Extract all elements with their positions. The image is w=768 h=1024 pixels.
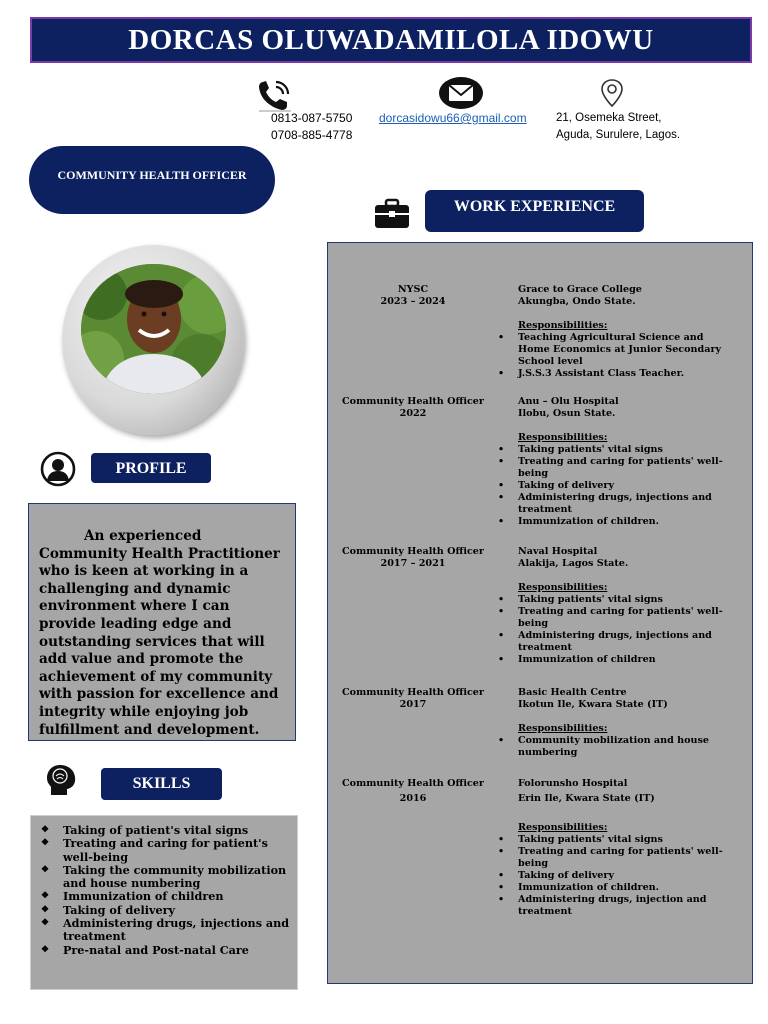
responsibilities-label: Responsibilities: <box>518 320 608 331</box>
job-meta <box>328 546 498 570</box>
job-org: Anu – Olu Hospital <box>518 396 619 407</box>
address-line-1: 21, Osemeka Street, <box>556 112 662 124</box>
skill-item: ❖ Administering drugs, injections and treatment <box>41 917 291 944</box>
user-icon <box>39 451 77 487</box>
skills-heading <box>101 768 222 800</box>
skills-box <box>30 815 298 990</box>
skill-item: ❖ Pre-natal and Post-natal Care <box>41 944 291 957</box>
responsibilities-list <box>518 594 738 666</box>
profile-summary-box <box>28 503 296 741</box>
envelope-icon <box>438 76 484 110</box>
responsibility-item: • Teaching Agricultural Science and Home Economics at Junior Secondary School level <box>518 332 738 368</box>
profile-summary: An experienced Community Health Practitioner who is keen at working in a challenging and dynamic environment where I can provide leading edge and outstanding services that will add value and promote the achievement of my community with passion for excellence and integrity while enjoying job fulfillment and development. <box>39 528 280 738</box>
skill-item: ❖ Taking of delivery <box>41 904 291 917</box>
job-years: 2017 – 2021 <box>380 558 446 569</box>
responsibility-item: • J.S.S.3 Assistant Class Teacher. <box>518 368 738 380</box>
responsibility-item: • Administering drugs, injections and treatment <box>518 492 738 516</box>
job-org: Naval Hospital <box>518 546 598 557</box>
responsibilities-label: Responsibilities: <box>518 723 608 734</box>
job-meta <box>328 284 498 308</box>
email-container <box>379 110 527 127</box>
name-banner <box>30 17 752 63</box>
job-title: COMMUNITY HEALTH OFFICER <box>57 168 247 182</box>
responsibilities-list <box>518 834 738 918</box>
skill-item: ❖ Immunization of children <box>41 890 291 903</box>
job-org: Folorunsho Hospital <box>518 778 628 789</box>
responsibilities-label: Responsibilities: <box>518 432 608 443</box>
job-title-pill <box>29 146 275 214</box>
email-link[interactable]: dorcasidowu66@gmail.com <box>379 111 527 125</box>
full-name: DORCAS OLUWADAMILOLA IDOWU <box>128 24 654 56</box>
responsibility-item: • Community mobilization and house numbering <box>518 735 738 759</box>
responsibility-item: • Administering drugs, injections and treatment <box>518 630 738 654</box>
phone-number-1: 0813-087-5750 <box>271 111 353 125</box>
address-line-2: Aguda, Surulere, Lagos. <box>556 129 681 141</box>
responsibilities-label: Responsibilities: <box>518 822 608 833</box>
brain-head-icon <box>45 763 81 797</box>
job-role: Community Health Officer <box>342 778 484 789</box>
job-meta <box>328 396 498 420</box>
skill-item: ❖ Treating and caring for patient's well-being <box>41 837 291 864</box>
job-meta <box>328 778 498 805</box>
briefcase-icon <box>374 198 410 230</box>
job-role: NYSC <box>397 284 429 295</box>
portrait-image <box>81 264 226 394</box>
skills-list <box>41 824 291 957</box>
job-role: Community Health Officer <box>342 546 484 557</box>
work-experience-label: WORK EXPERIENCE <box>453 198 616 215</box>
responsibility-item: • Taking patients' vital signs <box>518 444 738 456</box>
profile-heading <box>91 453 211 483</box>
responsibilities-list <box>518 735 738 759</box>
responsibility-item: • Administering drugs, injection and treatment <box>518 894 738 918</box>
skills-label: SKILLS <box>132 775 191 792</box>
phone-numbers <box>271 110 352 144</box>
job-meta <box>328 687 498 711</box>
responsibility-item: • Taking of delivery <box>518 870 738 882</box>
responsibility-item: • Immunization of children <box>518 654 738 666</box>
phone-number-2: 0708-885-4778 <box>271 128 353 142</box>
responsibilities-list <box>518 444 738 528</box>
job-org: Basic Health Centre <box>518 687 627 698</box>
job-years: 2017 <box>399 699 427 710</box>
responsibility-item: • Immunization of children. <box>518 516 738 528</box>
responsibilities-list <box>518 332 738 380</box>
job-details <box>518 546 738 666</box>
location-pin-icon <box>599 78 625 108</box>
skill-item: ❖ Taking of patient's vital signs <box>41 824 291 837</box>
job-years: 2023 – 2024 <box>380 296 446 307</box>
responsibility-item: • Treating and caring for patients' well-being <box>518 846 738 870</box>
responsibility-item: • Treating and caring for patients' well-being <box>518 456 738 480</box>
responsibility-item: • Immunization of children. <box>518 882 738 894</box>
address <box>556 110 680 144</box>
responsibilities-label: Responsibilities: <box>518 582 608 593</box>
job-location: Ilobu, Osun State. <box>518 408 616 419</box>
phone-icon <box>257 78 293 112</box>
job-location: Erin Ile, Kwara State (IT) <box>518 793 655 804</box>
profile-photo <box>81 264 226 394</box>
job-details <box>518 687 738 759</box>
job-location: Ikotun Ile, Kwara State (IT) <box>518 699 668 710</box>
work-experience-heading <box>425 190 644 232</box>
job-location: Alakija, Lagos State. <box>518 558 629 569</box>
job-details <box>518 778 738 918</box>
responsibility-item: • Taking patients' vital signs <box>518 594 738 606</box>
skill-item: ❖ Taking the community mobilization and house numbering <box>41 864 291 891</box>
job-details <box>518 284 738 380</box>
responsibility-item: • Taking of delivery <box>518 480 738 492</box>
job-role: Community Health Officer <box>342 687 484 698</box>
profile-label: PROFILE <box>115 460 187 477</box>
job-org: Grace to Grace College <box>518 284 642 295</box>
job-location: Akungba, Ondo State. <box>518 296 636 307</box>
job-role: Community Health Officer <box>342 396 484 407</box>
job-years: 2022 <box>399 408 427 419</box>
responsibility-item: • Taking patients' vital signs <box>518 834 738 846</box>
responsibility-item: • Treating and caring for patients' well-being <box>518 606 738 630</box>
job-years: 2016 <box>399 793 427 804</box>
work-experience-box <box>327 242 753 984</box>
job-details <box>518 396 738 528</box>
